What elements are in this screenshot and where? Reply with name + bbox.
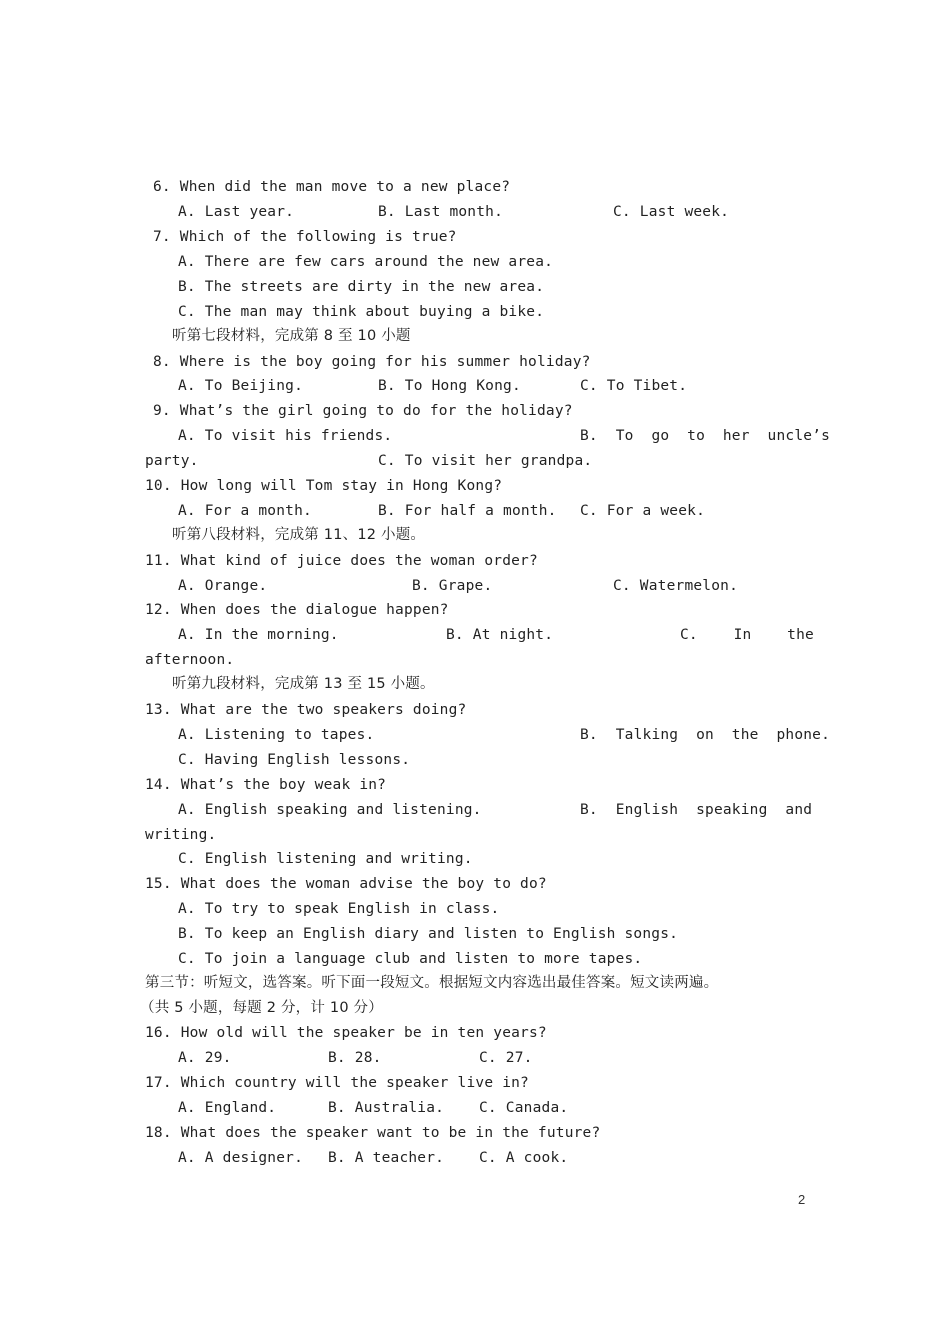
question-12-option-c: C. In the — [680, 627, 814, 643]
question-18-option-a: A. A designer. — [178, 1150, 304, 1166]
section-8-heading: 听第八段材料，完成第 11、12 小题。 — [172, 527, 426, 543]
question-11: 11. What kind of juice does the woman order? — [145, 553, 538, 569]
question-9-option-b: B. To go to her uncle’s — [580, 428, 831, 444]
question-15-option-a: A. To try to speak English in class. — [178, 901, 500, 917]
question-14-option-a: A. English speaking and listening. — [178, 802, 482, 818]
question-6: 6. When did the man move to a new place? — [153, 179, 511, 195]
question-9: 9. What’s the girl going to do for the holiday? — [153, 403, 573, 419]
question-13-option-a: A. Listening to tapes. — [178, 727, 375, 743]
question-18-option-b: B. A teacher. — [328, 1150, 445, 1166]
question-16-option-b: B. 28. — [328, 1050, 382, 1066]
question-8-option-a: A. To Beijing. — [178, 378, 304, 394]
question-16: 16. How old will the speaker be in ten years? — [145, 1025, 547, 1041]
page-number: 2 — [798, 1192, 806, 1207]
question-12-option-a: A. In the morning. — [178, 627, 339, 643]
question-10-option-c: C. For a week. — [580, 503, 706, 519]
question-12-option-c-continued: afternoon. — [145, 652, 235, 668]
question-7-option-c: C. The man may think about buying a bike. — [178, 304, 545, 320]
question-17-option-a: A. England. — [178, 1100, 277, 1116]
question-7-option-b: B. The streets are dirty in the new area. — [178, 279, 545, 295]
question-12: 12. When does the dialogue happen? — [145, 602, 449, 618]
question-7: 7. Which of the following is true? — [153, 229, 457, 245]
question-13-option-c: C. Having English lessons. — [178, 752, 411, 768]
question-13: 13. What are the two speakers doing? — [145, 702, 467, 718]
question-8: 8. Where is the boy going for his summer holiday? — [153, 354, 591, 370]
question-14-option-b: B. English speaking and — [580, 802, 813, 818]
question-18-option-c: C. A cook. — [479, 1150, 569, 1166]
section-7-heading: 听第七段材料，完成第 8 至 10 小题 — [172, 328, 411, 344]
question-17-option-b: B. Australia. — [328, 1100, 445, 1116]
question-10-option-b: B. For half a month. — [378, 503, 557, 519]
question-16-option-a: A. 29. — [178, 1050, 232, 1066]
question-8-option-c: C. To Tibet. — [580, 378, 688, 394]
question-17: 17. Which country will the speaker live in? — [145, 1075, 529, 1091]
question-6-option-b: B. Last month. — [378, 204, 504, 220]
question-14-option-b-continued: writing. — [145, 827, 217, 843]
question-11-option-c: C. Watermelon. — [613, 578, 739, 594]
question-11-option-a: A. Orange. — [178, 578, 268, 594]
question-15-option-b: B. To keep an English diary and listen to English songs. — [178, 926, 679, 942]
question-9-option-b-continued: party. — [145, 453, 199, 469]
question-6-option-c: C. Last week. — [613, 204, 730, 220]
question-7-option-a: A. There are few cars around the new area. — [178, 254, 554, 270]
question-13-option-b: B. Talking on the phone. — [580, 727, 831, 743]
question-17-option-c: C. Canada. — [479, 1100, 569, 1116]
question-11-option-b: B. Grape. — [412, 578, 493, 594]
question-16-option-c: C. 27. — [479, 1050, 533, 1066]
question-10-option-a: A. For a month. — [178, 503, 312, 519]
question-15: 15. What does the woman advise the boy to do? — [145, 876, 547, 892]
part-3-scoring: （共 5 小题，每题 2 分，计 10 分） — [140, 1000, 383, 1016]
question-14-option-c: C. English listening and writing. — [178, 851, 473, 867]
part-3-heading: 第三节：听短文，选答案。听下面一段短文。根据短文内容选出最佳答案。短文读两遍。 — [145, 975, 719, 991]
question-10: 10. How long will Tom stay in Hong Kong? — [145, 478, 503, 494]
question-14: 14. What’s the boy weak in? — [145, 777, 387, 793]
question-15-option-c: C. To join a language club and listen to more tapes. — [178, 951, 643, 967]
question-6-option-a: A. Last year. — [178, 204, 295, 220]
section-9-heading: 听第九段材料，完成第 13 至 15 小题。 — [172, 676, 435, 692]
question-8-option-b: B. To Hong Kong. — [378, 378, 521, 394]
question-9-option-c: C. To visit her grandpa. — [378, 453, 593, 469]
question-12-option-b: B. At night. — [446, 627, 554, 643]
question-18: 18. What does the speaker want to be in the future? — [145, 1125, 601, 1141]
question-9-option-a: A. To visit his friends. — [178, 428, 393, 444]
